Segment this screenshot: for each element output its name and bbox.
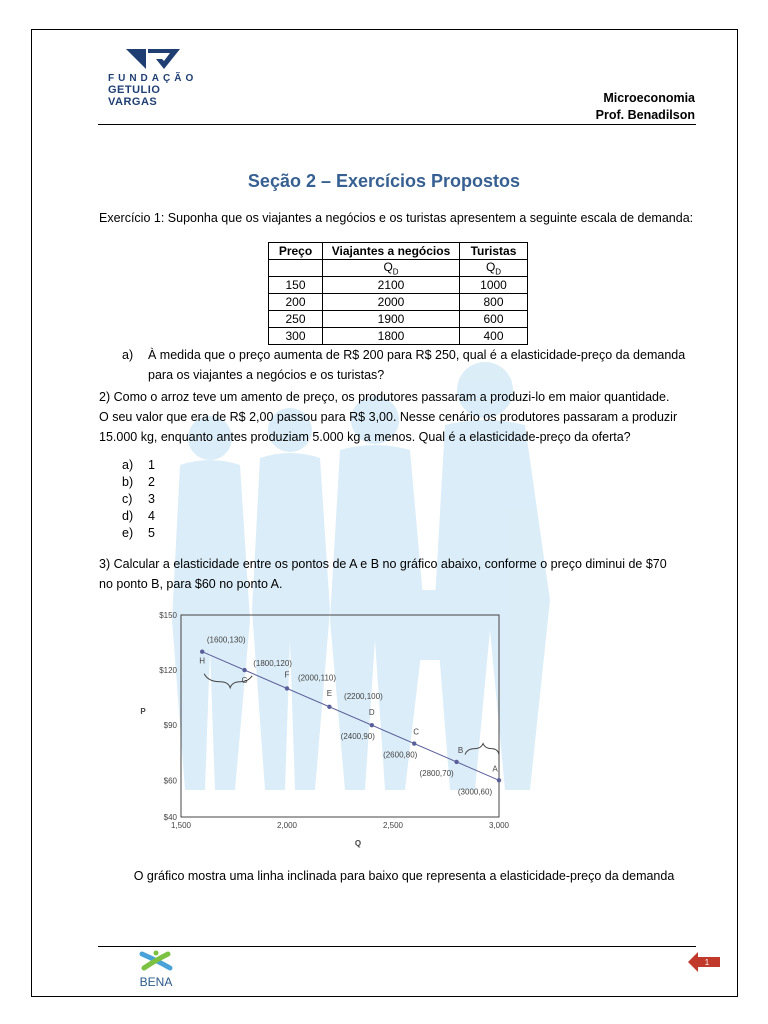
header-divider (98, 124, 696, 125)
brace-ab (465, 744, 499, 757)
exercise3-line: 3) Calcular a elasticidade entre os pontos de A e B no gráfico abaixo, conforme o preço diminui de $70 (99, 557, 667, 571)
point-label: H (199, 656, 206, 666)
exercise2-text (99, 387, 697, 447)
option-item: b) 2 (122, 475, 155, 489)
table-cell: 2100 (323, 277, 460, 294)
plot-frame (181, 615, 499, 817)
point-label: D (368, 708, 375, 718)
exercise3-line: no ponto B, para $60 no ponto A. (99, 577, 283, 591)
point-label: C (413, 727, 420, 737)
exercise2-options (122, 457, 155, 542)
fgv-logo (108, 49, 198, 108)
exercise2-line: O seu valor que era de R$ 2,00 passou para R$ 3,00. Nesse cenário os produtores passaram a produzir (99, 410, 678, 424)
table-cell: 800 (460, 294, 528, 311)
exercise2-line: 15.000 kg, enquanto antes produziam 5.000 kg a menos. Qual é a elasticidade-preço da oferta? (99, 430, 631, 444)
y-tick-label: $40 (163, 813, 177, 822)
table-cell: 400 (460, 328, 528, 345)
demand-chart (135, 605, 515, 850)
y-tick-label: $120 (159, 666, 177, 676)
point-label: G (241, 676, 248, 686)
data-point (285, 686, 289, 690)
point-label: B (457, 745, 464, 755)
table-cell: 600 (460, 311, 528, 328)
table-cell: 150 (269, 277, 323, 294)
question-line: para os viajantes a negócios e os turistas? (148, 368, 385, 382)
table-cell: 200 (269, 294, 323, 311)
table-cell: 1000 (460, 277, 528, 294)
point-coordinate: (2800,70) (419, 768, 454, 778)
logo-org-line2: GETULIO VARGAS (108, 84, 161, 108)
table-row (269, 277, 528, 294)
exercise1-intro: Exercício 1: Suponha que os viajantes a negócios e os turistas apresentem a seguinte escala de demanda: (99, 211, 694, 225)
point-coordinate: (2200,100) (344, 691, 383, 701)
y-tick-label: $60 (163, 776, 177, 786)
point-label: F (284, 670, 290, 680)
table-row (269, 311, 528, 328)
demand-table (268, 242, 528, 345)
table-row (269, 294, 528, 311)
demand-line (202, 652, 499, 781)
option-item: a) 1 (122, 458, 155, 472)
page-number: 1 (704, 958, 710, 967)
y-tick-label: $150 (159, 611, 177, 620)
data-point (200, 650, 204, 654)
qd-label: $Q_D$ (323, 260, 460, 277)
x-tick-label: 2,000 (276, 821, 298, 830)
option-item: e) 5 (122, 526, 155, 540)
question-letter: a) (122, 348, 134, 362)
point-label: A (492, 764, 498, 774)
header-info (596, 90, 695, 124)
point-coordinate: (1600,130) (206, 635, 246, 645)
chart-caption: O gráfico mostra uma linha inclinada para baixo que representa a elasticidade-preço da demanda (133, 869, 675, 883)
bena-brand: BENA (139, 975, 173, 989)
x-tick-label: 2,500 (382, 821, 404, 830)
data-point (497, 778, 501, 782)
y-tick-label: $90 (163, 721, 177, 731)
data-point (327, 705, 331, 709)
table-header: Turistas (460, 243, 528, 260)
point-label: E (326, 688, 333, 698)
bena-logo-mark (136, 950, 176, 972)
page-number-arrow-icon[interactable] (688, 950, 722, 974)
data-point (412, 741, 416, 745)
data-point (242, 668, 246, 672)
point-coordinate: (2000,110) (297, 673, 337, 683)
table-cell: 1900 (323, 311, 460, 328)
exercise3-text (99, 554, 697, 594)
option-item: d) 4 (122, 509, 155, 523)
x-axis-label: Q (354, 839, 362, 848)
table-cell: 300 (269, 328, 323, 345)
qd-label: $Q_D$ (460, 260, 528, 277)
table-header: Viajantes a negócios (323, 243, 460, 260)
data-point (370, 723, 374, 727)
section-title: Seção 2 – Exercícios Propostos (247, 171, 521, 191)
course-name: Microeconomia (603, 91, 695, 105)
point-coordinate: (2600,80) (383, 750, 418, 760)
data-point (454, 760, 458, 764)
point-coordinate: (3000,60) (457, 787, 493, 797)
table-row (269, 328, 528, 345)
table-cell: 2000 (323, 294, 460, 311)
footer-divider (98, 946, 696, 947)
table-cell: 250 (269, 311, 323, 328)
table-header: Preço (269, 243, 323, 260)
bena-logo (136, 950, 176, 989)
table-subheader-row (269, 260, 528, 277)
x-tick-label: 3,000 (488, 821, 510, 830)
logo-org-line1: FUNDAÇÃO (108, 73, 198, 84)
table-header-row (269, 243, 528, 260)
question-line: À medida que o preço aumenta de R$ 200 para R$ 250, qual é a elasticidade-preço da demanda (148, 348, 686, 362)
professor-name: Prof. Benadilson (595, 108, 695, 122)
point-coordinate: (2400,90) (340, 732, 375, 742)
x-tick-label: 1,500 (170, 821, 192, 830)
table-cell: 1800 (323, 328, 460, 345)
point-coordinate: (1800,120) (253, 659, 292, 669)
fgv-logo-mark (126, 49, 180, 71)
option-item: c) 3 (122, 492, 155, 506)
y-axis-label: P (140, 707, 146, 717)
table-cell (269, 260, 323, 277)
exercise2-line: 2) Como o arroz teve um amento de preço, os produtores passaram a produzi-lo em maior quantidade. (99, 390, 670, 404)
